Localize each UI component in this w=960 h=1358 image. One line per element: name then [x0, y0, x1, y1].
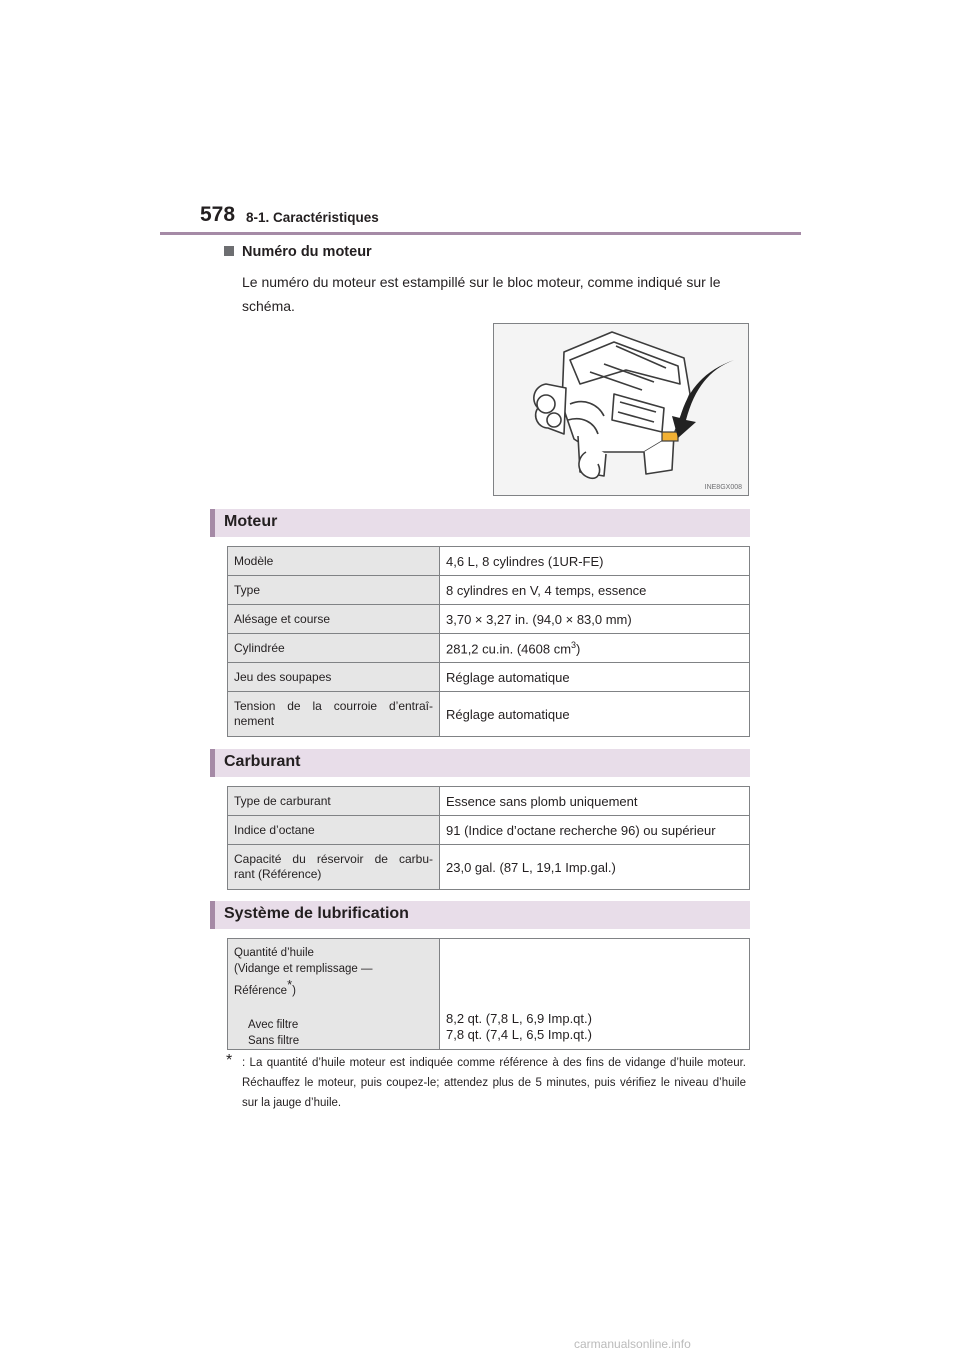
row-value: Essence sans plomb uniquement: [440, 787, 750, 816]
section-lubrification-title: Système de lubrification: [224, 905, 409, 922]
row-label: [228, 692, 440, 737]
row-value: 3,70 × 3,27 in. (94,0 × 83,0 mm): [440, 605, 750, 634]
row-label: Type de carburant: [228, 787, 440, 816]
row-value: 91 (Indice d’octane recherche 96) ou supérieur: [440, 816, 750, 845]
engine-number-title: Numéro du moteur: [242, 244, 372, 260]
header-rule: [160, 232, 801, 235]
table-row: [228, 605, 750, 634]
lubrification-table: [227, 938, 750, 1050]
row-label-line: Capacité du réservoir de carbu-: [234, 852, 433, 866]
oil-label-close: ): [292, 984, 296, 997]
footnote-star-icon: *: [287, 977, 293, 992]
with-filter-value: 8,2 qt. (7,8 L, 6,9 Imp.qt.): [446, 1011, 592, 1026]
oil-label-line: [234, 977, 433, 999]
row-value: 8 cylindres en V, 4 temps, essence: [440, 576, 750, 605]
without-filter-value: 7,8 qt. (7,4 L, 6,5 Imp.qt.): [446, 1027, 592, 1042]
displacement-value: 281,2 cu.in. (4608 cm: [446, 641, 572, 657]
table-row: [228, 576, 750, 605]
section-moteur: [210, 509, 750, 537]
engine-number-tag: [662, 432, 678, 441]
oil-label-line: (Vidange et remplissage —: [234, 963, 373, 975]
row-value: [440, 634, 750, 663]
engine-number-heading: [224, 244, 372, 260]
oil-label-line: Quantité d’huile: [234, 947, 314, 959]
watermark: carmanualsonline.info: [574, 1337, 691, 1351]
row-label-line: Tension de la courroie d’entraî-: [234, 699, 433, 713]
row-value: 4,6 L, 8 cylindres (1UR-FE): [440, 547, 750, 576]
footnote-star: *: [226, 1052, 233, 1069]
engine-drawing: [494, 324, 748, 495]
row-label-line: nement: [234, 714, 275, 728]
table-row: [228, 939, 750, 1050]
row-label-line: rant (Référence): [234, 867, 322, 881]
displacement-close: ): [576, 641, 581, 657]
with-filter-label: Avec filtre: [248, 1018, 299, 1031]
carburant-table: [227, 786, 750, 890]
row-label: [228, 845, 440, 890]
row-value: [440, 939, 750, 1050]
row-value: Réglage automatique: [440, 692, 750, 737]
section-lubrification: [210, 901, 750, 929]
moteur-table: [227, 546, 750, 737]
section-carburant-title: Carburant: [224, 753, 301, 770]
displacement-unit-exponent: 3: [571, 639, 577, 650]
section-moteur-title: Moteur: [224, 513, 278, 530]
chapter-title: 8-1. Caractéristiques: [246, 210, 379, 225]
row-label: [228, 939, 440, 1050]
table-row: [228, 845, 750, 890]
page-number: 578: [200, 203, 236, 226]
footnote-text: : La quantité d’huile moteur est indiquée comme référence à des fins de vidange d’huile moteur. Réchauffez le moteur, puis coupez-le; attendez plus de 5 minutes, puis vérifiez le niveau d’huile sur la jauge d’huile.: [242, 1057, 746, 1109]
figure-code: INE8GX008: [704, 484, 742, 491]
row-label: Cylindrée: [228, 634, 440, 663]
footnote: [226, 1053, 746, 1113]
table-row: [228, 547, 750, 576]
row-label: Indice d’octane: [228, 816, 440, 845]
row-label: Type: [228, 576, 440, 605]
row-value: 23,0 gal. (87 L, 19,1 Imp.gal.): [440, 845, 750, 890]
table-row: [228, 816, 750, 845]
row-label: Modèle: [228, 547, 440, 576]
engine-figure: [493, 323, 749, 496]
table-row: [228, 663, 750, 692]
table-row: [228, 634, 750, 663]
oil-label-reference: Référence: [234, 984, 288, 997]
table-row: [228, 787, 750, 816]
bullet-square-icon: [224, 246, 234, 256]
row-value: Réglage automatique: [440, 663, 750, 692]
section-carburant: [210, 749, 750, 777]
row-label: Alésage et course: [228, 605, 440, 634]
row-label: Jeu des soupapes: [228, 663, 440, 692]
table-row: [228, 692, 750, 737]
engine-number-text: Le numéro du moteur est estampillé sur le bloc moteur, comme indiqué sur le schéma.: [242, 274, 721, 314]
without-filter-label: Sans filtre: [248, 1034, 300, 1047]
